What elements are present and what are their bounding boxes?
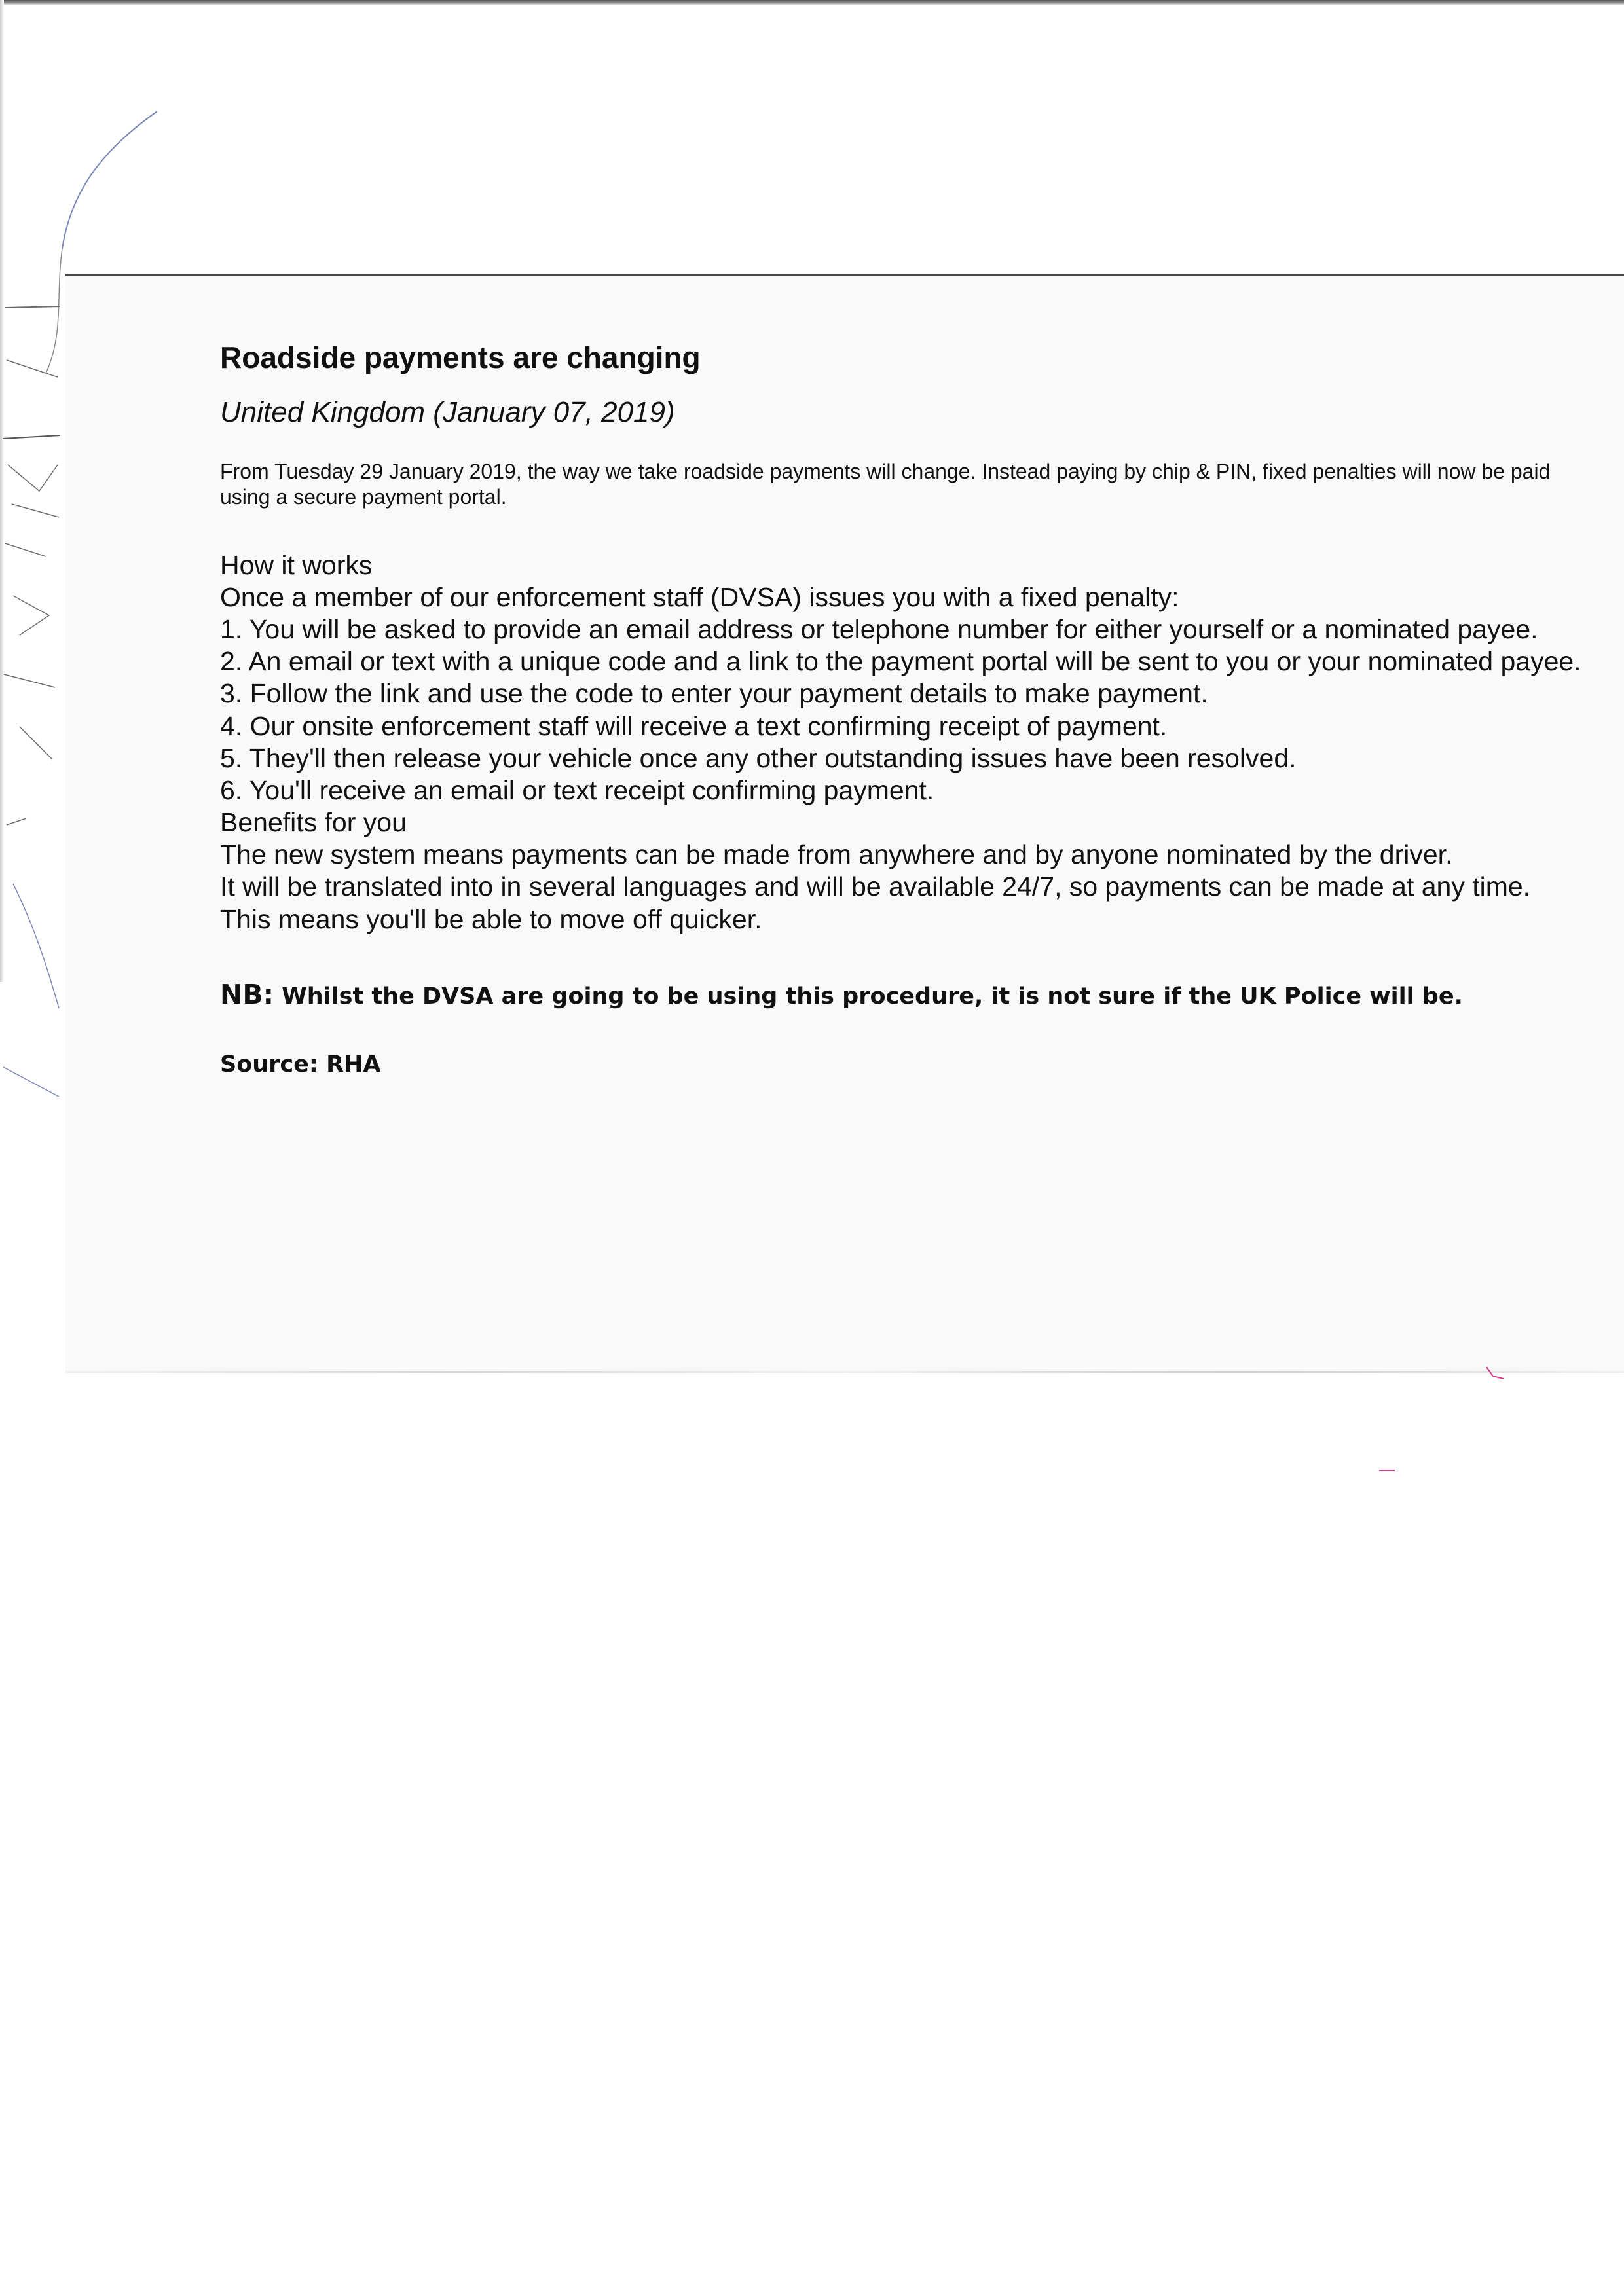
article-intro: From Tuesday 29 January 2019, the way we take roadside payments will change. Instead paying by chip & PIN, fixed penalties will now be paid using a secure payment portal. bbox=[220, 459, 1551, 509]
article-body bbox=[220, 339, 1595, 1080]
step-item: 2. An email or text with a unique code and a link to the payment portal will be sent to you or your nominated payee. bbox=[220, 646, 1581, 677]
article-clipping bbox=[65, 274, 1624, 1371]
step-item: 4. Our onsite enforcement staff will receive a text confirming receipt of payment. bbox=[220, 710, 1168, 741]
step-item: 6. You'll receive an email or text receipt confirming payment. bbox=[220, 774, 934, 805]
benefits-paragraph: The new system means payments can be made from anywhere and by anyone nominated by the driver. bbox=[220, 839, 1453, 870]
step-item: 5. They'll then release your vehicle once any other outstanding issues have been resolved. bbox=[220, 742, 1297, 773]
article-source: Source: RHA bbox=[220, 1051, 381, 1078]
article-dateline: United Kingdom (January 07, 2019) bbox=[220, 395, 675, 428]
step-item: 3. Follow the link and use the code to enter your payment details to make payment. bbox=[220, 678, 1208, 709]
scan-top-edge bbox=[0, 0, 1624, 5]
benefits-paragraph: This means you'll be able to move off quicker. bbox=[220, 903, 762, 934]
stray-pink-dash bbox=[1375, 1467, 1401, 1474]
how-it-works-heading: How it works bbox=[220, 549, 373, 580]
nb-note bbox=[220, 977, 1595, 1012]
benefits-paragraph: It will be translated into in several languages and will be available 24/7, so payments can be made at any time. bbox=[220, 871, 1531, 902]
benefits-heading: Benefits for you bbox=[220, 807, 407, 838]
nb-text: Whilst the DVSA are going to be using this procedure, it is not sure if the UK Police will be. bbox=[282, 983, 1463, 1010]
article-headline: Roadside payments are changing bbox=[220, 340, 701, 374]
step-item: 1. You will be asked to provide an email address or telephone number for either yourself or a nominated payee. bbox=[220, 613, 1538, 644]
stray-pink-mark bbox=[1480, 1362, 1532, 1388]
how-it-works-lead: Once a member of our enforcement staff (DVSA) issues you with a fixed penalty: bbox=[220, 581, 1179, 612]
clipping-bottom-edge bbox=[65, 1371, 1624, 1373]
nb-label: NB: bbox=[220, 978, 274, 1010]
